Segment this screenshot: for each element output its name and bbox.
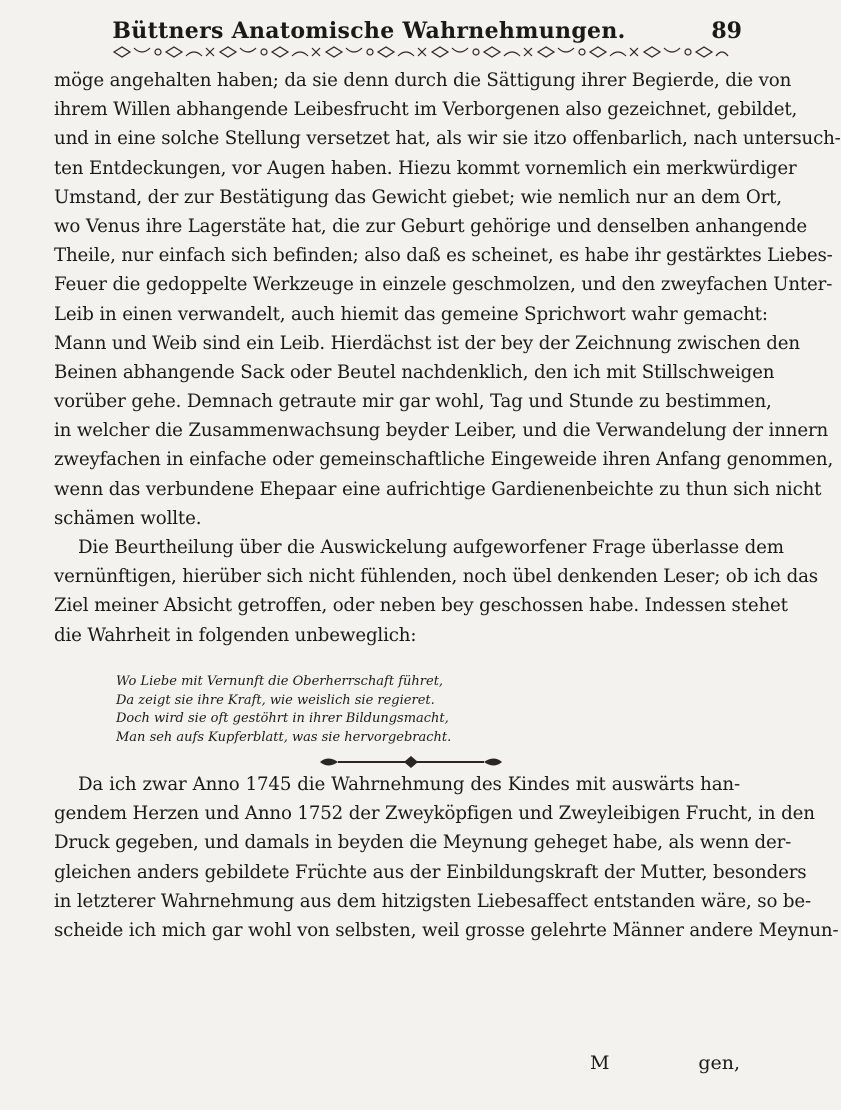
text-line: Die Beurtheilung über die Auswickelung aufgeworfener Frage überlasse dem — [78, 537, 784, 558]
text-line: möge angehalten haben; da sie denn durch die Sättigung ihrer Begierde, die von — [54, 70, 792, 91]
text-line: Beinen abhangende Sack oder Beutel nachdenklich, den ich mit Stillschweigen — [54, 361, 775, 383]
text-line: Druck gegeben, und damals in beyden die Meynung geheget habe, als wenn der- — [54, 832, 792, 854]
body-text-top — [54, 66, 841, 650]
text-line: Ziel meiner Absicht getroffen, oder neben bey geschossen habe. Indessen stehet — [54, 595, 788, 617]
text-line: vorüber gehe. Demnach getraute mir gar wohl, Tag und Stunde zu bestimmen, — [54, 391, 772, 413]
text-line: gendem Herzen und Anno 1752 der Zweyköpfigen und Zweyleibigen Frucht, in den — [54, 803, 815, 825]
text-line: wenn das verbundene Ehepaar eine aufrichtige Gardienenbeichte zu thun sich nicht — [54, 478, 822, 500]
header-ornament-band — [114, 46, 728, 58]
verse-block — [116, 673, 720, 747]
text-line: Umstand, der zur Bestätigung das Gewicht giebet; wie nemlich nur an dem Ort, — [54, 186, 782, 208]
text-line: die Wahrheit in folgenden unbeweglich: — [54, 624, 417, 646]
page-footer — [54, 1052, 740, 1082]
text-line: ten Entdeckungen, vor Augen haben. Hiezu kommt vornemlich ein merkwürdiger — [54, 157, 797, 179]
text-line: scheide ich mich gar wohl von selbsten, weil grosse gelehrte Männer andere Meynun- — [54, 919, 839, 941]
text-line: in welcher die Zusammenwachsung beyder Leiber, und die Verwandelung der innern — [54, 420, 829, 442]
verse-line: Da zeigt sie ihre Kraft, wie weislich sie regieret. — [116, 692, 435, 708]
text-line: ihrem Willen abhangende Leibesfrucht im Verborgenen also gezeichnet, gebildet, — [54, 99, 798, 121]
text-line: schämen wollte. — [54, 507, 202, 529]
text-line: zweyfachen in einfache oder gemeinschaftliche Eingeweide ihren Anfang genommen, — [54, 449, 834, 471]
verse-line: Man seh aufs Kupferblatt, was sie hervorgebracht. — [116, 729, 452, 745]
page-number: 89 — [711, 18, 742, 44]
verse-line: Wo Liebe mit Vernunft die Oberherrschaft führet, — [116, 674, 444, 689]
text-line: Feuer die gedoppelte Werkzeuge in einzele geschmolzen, und den zweyfachen Unter- — [54, 274, 833, 296]
text-line: wo Venus ihre Lagerstäte hat, die zur Geburt gehörige und denselben anhangende — [54, 215, 808, 237]
text-line: Leib in einen verwandelt, auch hiemit das gemeine Sprichwort wahr gemacht: — [54, 303, 768, 325]
text-line: Theile, nur einfach sich befinden; also daß es scheinet, es habe ihr gestärktes Liebes- — [54, 245, 833, 267]
catchword: gen, — [698, 1052, 740, 1074]
text-line: vernünftigen, hierüber sich nicht fühlenden, noch übel denkenden Leser; ob ich das — [54, 566, 818, 588]
text-line: Da ich zwar Anno 1745 die Wahrnehmung des Kindes mit auswärts han- — [78, 774, 740, 795]
verse-line: Doch wird sie oft gestöhrt in ihrer Bildungsmacht, — [116, 711, 449, 726]
text-line: gleichen anders gebildete Früchte aus der Einbildungskraft der Mutter, besonders — [54, 861, 807, 883]
body-text-bottom — [54, 770, 839, 945]
ornament-pattern — [114, 46, 728, 58]
text-line: in letzterer Wahrnehmung aus dem hitzigsten Liebesaffect entstanden wäre, so be- — [54, 890, 811, 912]
text-line: und in eine solche Stellung versetzet hat, als wir sie itzo offenbarlich, nach untersuch- — [54, 128, 841, 150]
text-line: Mann und Weib sind ein Leib. Hierdächst ist der bey der Zeichnung zwischen den — [54, 332, 800, 354]
running-title: Büttners Anatomische Wahrnehmungen. — [112, 18, 626, 44]
divider-ornament — [318, 754, 504, 770]
signature-mark: M — [590, 1052, 610, 1074]
